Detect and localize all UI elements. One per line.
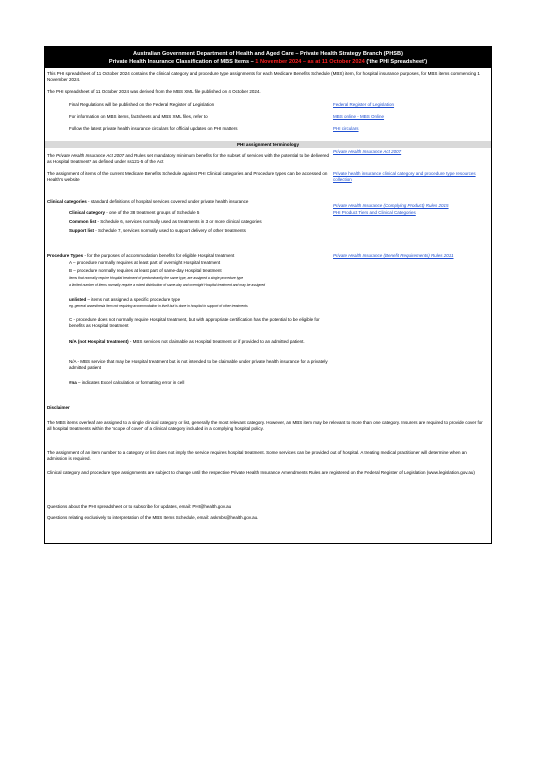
na-error-def [69,380,184,386]
header-line-1: Australian Government Department of Health and Aged Care – Private Health Strategy Branch (PHSB) [133,51,403,57]
benefit-requirements-rules-link[interactable]: Private Health Insurance (Benefit Requirements) Rules 2011 [333,253,454,258]
procedure-type-c: C - procedure does not normally require Hospital treatment, but with appropriate certification has the potential to be eligible for benefits as Hospital treatment [69,317,320,328]
na-not-hospital-def [69,339,334,345]
procedure-note-1: items that normally require Hospital treatment of predominantly the same type, are assigned a single procedure type [69,276,244,280]
procedure-type-b: B – procedure normally requires at least part of same-day Hospital treatment [69,268,222,273]
contact-phi: Questions about the PHI spreadsheet or to subscribe for updates, email: PHI@health.gov.au [47,504,232,509]
procedure-types-line [47,253,234,259]
na-not-hospital-term: N/A (not Hospital treatment) [69,339,129,344]
header-line-2 [45,58,491,66]
federal-register-link[interactable]: Federal Register of Legislation [333,102,395,107]
act-text-b: and Rules set mandatory minimum benefits for the subset of services with the potential to be delivered as Hospital treatment* as defined under ss121-5 of the Act [47,153,329,164]
unlisted-term: unlisted [69,297,87,302]
common-list-term: Common list [69,219,97,224]
procedure-types-heading: Procedure Types [47,253,84,258]
na-error-term: #na [69,380,77,385]
assignment-paragraph: The assignment of items of the current Medicare Benefits Schedule against PHI Clinical categories and Procedure types can be accessed on Health's website [47,171,328,182]
complying-product-rules-link[interactable]: Private Health Insurance (Complying Product) Rules 2015 [333,203,449,208]
intro-paragraph-2: The PHI spreadsheet of 11 October 2024 was derived from the MBS XML file published on 4 October 2024. [47,89,261,94]
support-list-text: - Schedule 7, services normally used to support delivery of other treatments [94,228,246,233]
product-tiers-link[interactable]: PHI Product Tiers and Clinical Categories [333,210,416,215]
clinical-categories-heading: Clinical categories [47,199,87,204]
disclaimer-heading: Disclaimer [47,405,70,410]
clinical-categories-line [47,199,248,205]
header-line-2-a: Private Health Insurance Classification of MBS Items – [108,59,256,65]
intro-row-2-text: For information on MBS items, factsheets and MBS XML files, refer to [69,114,208,119]
unlisted-note: eg. general anaesthesia item not requiring accommodation in itself but is done in hospital in support of other treatments [69,304,248,308]
clinical-category-term: Clinical category [69,210,106,215]
unlisted-text: – items not assigned a specific procedure type [86,297,181,302]
act-paragraph [47,153,332,165]
common-list-text: - Schedule 6, services normally used as treatments in 3 or more clinical categories [96,219,262,224]
phi-spreadsheet-sheet [44,46,492,544]
unlisted-def [69,297,180,303]
intro-row-1-text: Final Regulations will be published on the Federal Register of Legislation [69,102,215,107]
clinical-category-text: - one of the 38 treatment groups of Schedule 5 [105,210,200,215]
clinical-categories-desc: - standard definitions of hospital services covered under private health insurance [86,199,249,204]
contact-askmbs: Questions relating exclusively to interpretation of the MBS Items Schedule, email: askmbs@health.gov.au. [47,515,259,520]
phi-circulars-link[interactable]: PHI circulars [333,126,359,131]
clinical-category-def [69,210,199,216]
na-error-text: – indicates Excel calculation or formatting error in cell [76,380,185,385]
header-date-red: 1 November 2024 – as at 11 October 2024 [255,59,365,65]
procedure-types-desc: - for the purposes of accommodation benefits for eligible Hospital treatment [83,253,235,258]
act-title: Private Health Insurance Act 2007 [56,153,125,158]
sheet-header [45,47,491,68]
act-text-a: The [47,153,57,158]
procedure-note-2: a limited number of items normally require a mixed distribution of same-day and overnight Hospital treatment and may be assigned [69,283,265,287]
support-list-def [69,228,246,234]
disclaimer-paragraph-1: The MBS items overleaf are assigned to a single clinical category or list, generally the most relevant category. However, an MBS item may be relevant to more than one category. Insurers are required to provide cover for all hospital treatments within the 'scope of cover' of a clinical category included in a complying hospital policy. [47,420,483,431]
mbs-online-link[interactable]: MBS online - MBS Online [333,114,385,119]
intro-row-3-text: Follow the latest private health insurance circulars for official updates on PHI matters [69,126,238,131]
terminology-band: PHI assignment terminology [45,141,491,148]
intro-paragraph-1: This PHI spreadsheet of 11 October 2024 contains the clinical category and procedure type assignments for each Medicare Benefits Schedule (MBS) item, for hospital insurance purposes, for MBS items commencing 1 November 2024. [47,71,480,82]
disclaimer-paragraph-3: Clinical category and procedure type assignments are subject to change until the respective Private Health Insurance Amendments Rules are registered on the Federal Register of Legislation (www.legislation.gov.au) [47,470,475,475]
na-hospital-not-claimable: N/A - MBS service that may be Hospital treatment but is not intended to be claimable under private health insurance for a privately admitted patient [69,359,328,370]
common-list-def [69,219,262,225]
support-list-term: Support list [69,228,94,233]
phi-act-link[interactable]: Private Health Insurance Act 2007 [333,149,402,154]
resources-collection-link[interactable]: Private health insurance clinical category and procedure type resources collection [333,171,476,182]
header-line-2-b: ('the PHI Spreadsheet') [364,59,428,65]
procedure-type-a: A – procedure normally requires at least part of overnight Hospital treatment [69,260,221,265]
na-not-hospital-text: - MBS services not claimable as Hospital treatment or if provided to an admitted patient. [128,339,305,344]
disclaimer-paragraph-2: The assignment of an item number to a category or list does not imply the service requires hospital treatment. Some services can be provided out of hospital. A treating medical practitioner will determine when an admission is required. [47,450,467,461]
